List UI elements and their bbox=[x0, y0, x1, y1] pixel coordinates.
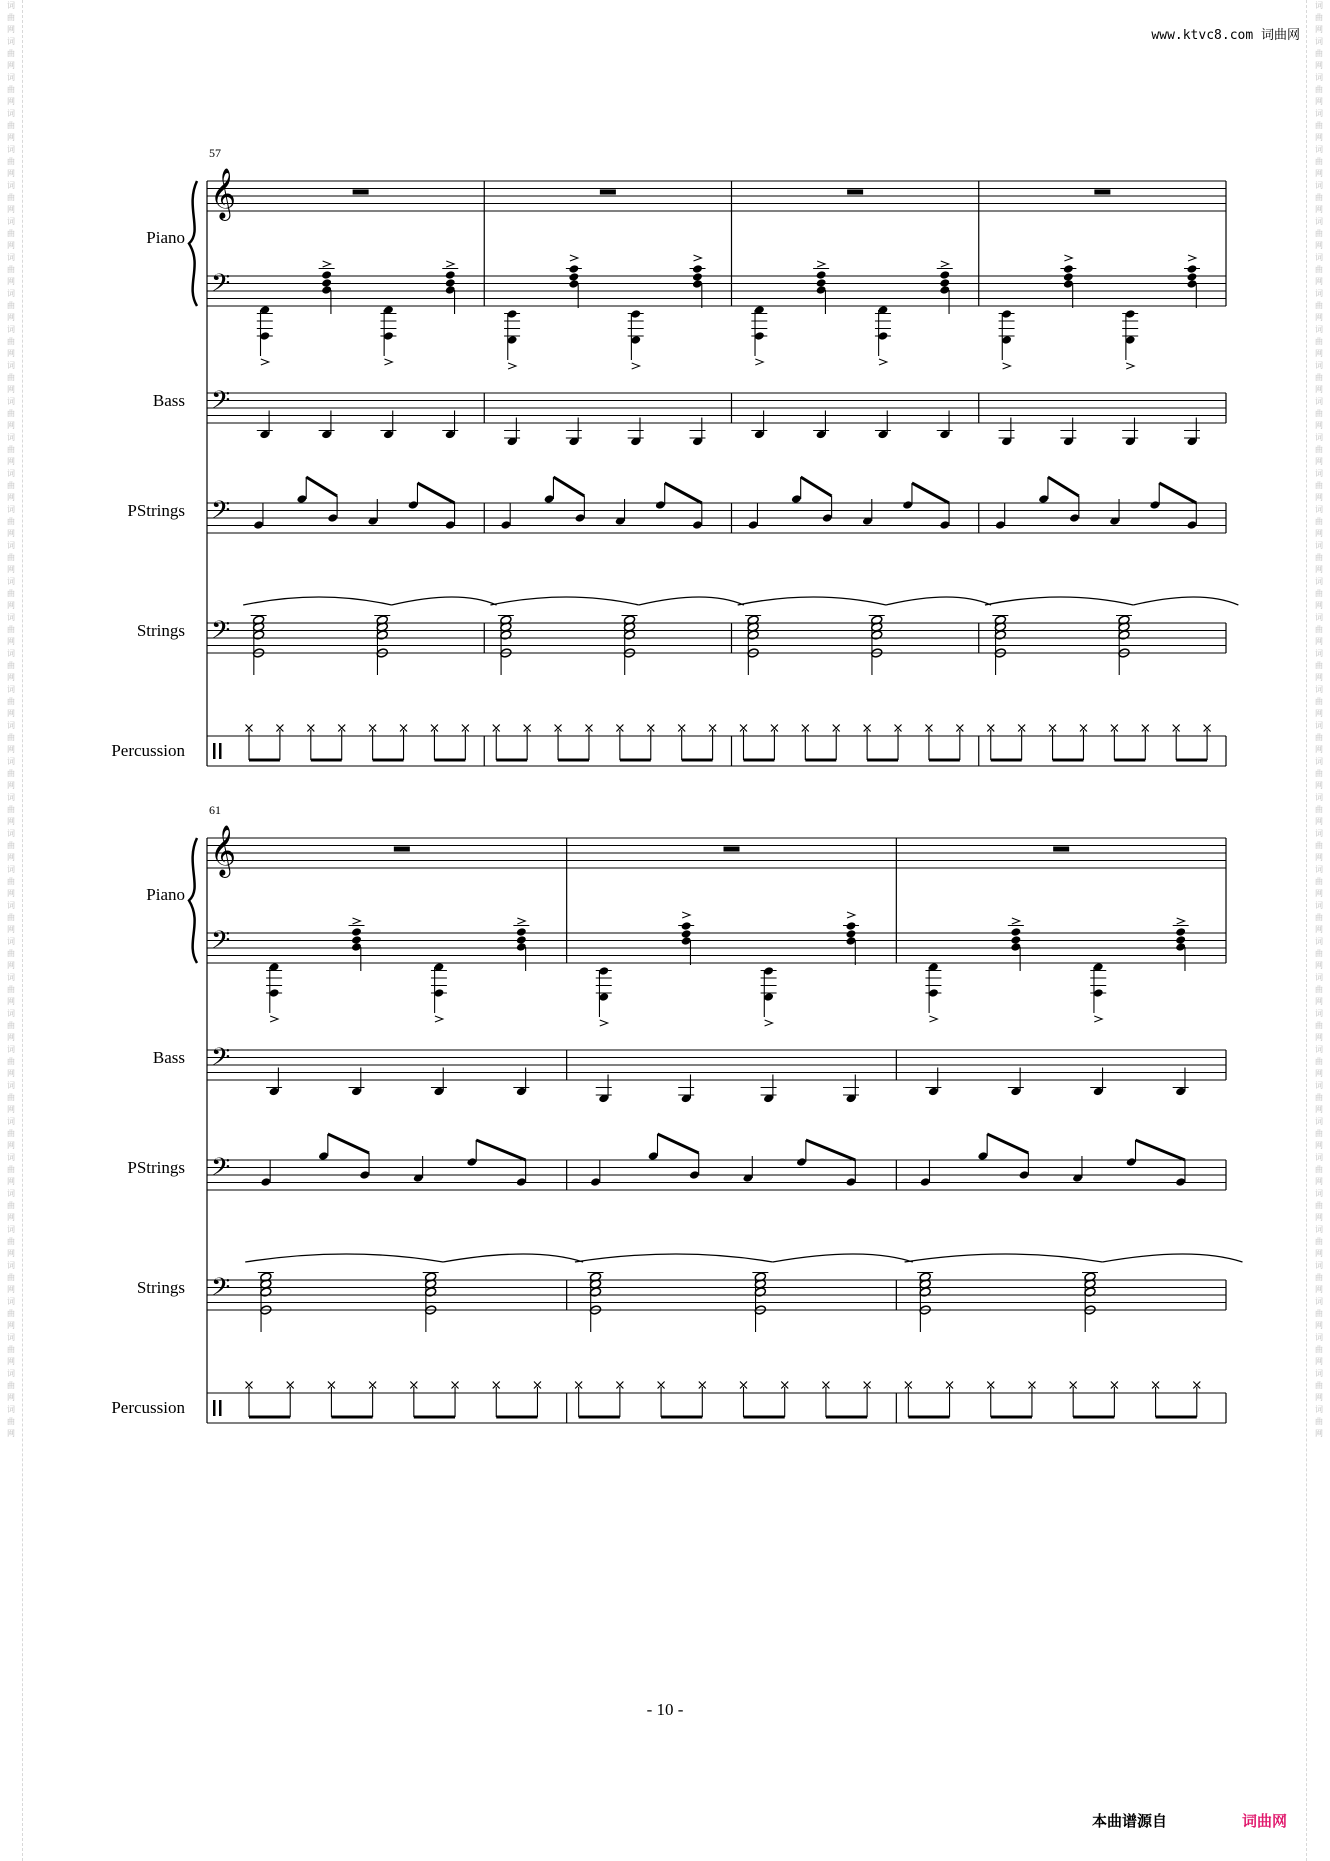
tie-arc bbox=[905, 1254, 1103, 1262]
instrument-label: PStrings bbox=[127, 501, 185, 520]
instrument-label: Percussion bbox=[111, 741, 185, 760]
footer-brand: 词曲网 bbox=[1242, 1812, 1288, 1830]
accent-mark bbox=[446, 261, 454, 267]
measure-number: 61 bbox=[209, 803, 221, 817]
pstrings-staff bbox=[207, 1160, 1226, 1190]
accent-mark bbox=[1003, 363, 1011, 369]
accent-mark bbox=[879, 359, 887, 365]
instrument-label: Percussion bbox=[111, 1398, 185, 1417]
note-head bbox=[445, 270, 456, 280]
note-head bbox=[351, 927, 362, 937]
note-beam bbox=[665, 483, 702, 503]
accent-mark bbox=[682, 912, 690, 918]
percussion-clef-icon bbox=[219, 743, 222, 759]
note-beam bbox=[553, 477, 584, 496]
accent-mark bbox=[384, 359, 392, 365]
note-head bbox=[1010, 927, 1021, 937]
percussion-clef-icon bbox=[219, 1400, 222, 1416]
note-head bbox=[516, 927, 527, 937]
tie-arc bbox=[1102, 1254, 1242, 1262]
whole-rest bbox=[600, 190, 616, 195]
left-watermark-strip: 词曲网词曲网词曲网词曲网词曲网词曲网词曲网词曲网词曲网词曲网词曲网词曲网词曲网词曲网词曲网词曲网词曲网词曲网词曲网词曲网词曲网词曲网词曲网词曲网词曲网词曲网词曲网词曲网词曲网词曲网词曲网词曲网词曲网词曲网词曲网词曲网词曲网词曲网词曲网词曲网 bbox=[7, 1, 15, 1438]
accent-mark bbox=[353, 918, 361, 924]
note-head bbox=[939, 270, 950, 280]
note-head bbox=[1175, 927, 1186, 937]
treble-clef-icon: 𝄞 bbox=[210, 825, 237, 876]
note-head bbox=[1187, 272, 1198, 282]
tie-arc bbox=[639, 597, 744, 605]
measure bbox=[905, 847, 1243, 1418]
note-beam bbox=[658, 1134, 699, 1153]
whole-rest bbox=[847, 190, 863, 195]
accent-mark bbox=[435, 1016, 443, 1022]
note-head bbox=[816, 270, 827, 280]
accent-mark bbox=[694, 255, 702, 261]
note-beam bbox=[328, 1134, 369, 1153]
measure bbox=[490, 190, 743, 761]
page-number: - 10 - bbox=[646, 1700, 684, 1719]
measure-number: 57 bbox=[209, 146, 221, 160]
accent-mark bbox=[1188, 255, 1196, 261]
accent-mark bbox=[508, 363, 516, 369]
note-head bbox=[681, 929, 692, 939]
accent-mark bbox=[517, 918, 525, 924]
right-watermark-strip: 词曲网词曲网词曲网词曲网词曲网词曲网词曲网词曲网词曲网词曲网词曲网词曲网词曲网词曲网词曲网词曲网词曲网词曲网词曲网词曲网词曲网词曲网词曲网词曲网词曲网词曲网词曲网词曲网词曲网词曲网词曲网词曲网词曲网词曲网词曲网词曲网词曲网词曲网词曲网词曲网 bbox=[1315, 1, 1323, 1438]
measure bbox=[575, 847, 913, 1418]
bass-clef-icon: 𝄢 bbox=[211, 1043, 231, 1078]
accent-mark bbox=[941, 261, 949, 267]
accent-mark bbox=[1094, 1016, 1102, 1022]
accent-mark bbox=[600, 1020, 608, 1026]
instrument-label: Bass bbox=[152, 1048, 185, 1067]
whole-rest bbox=[394, 847, 410, 852]
accent-mark bbox=[765, 1020, 773, 1026]
tie-arc bbox=[738, 597, 886, 605]
tie-arc bbox=[575, 1254, 773, 1262]
accent-mark bbox=[847, 912, 855, 918]
bass-clef-icon: 𝄢 bbox=[211, 616, 231, 651]
bass-clef-icon: 𝄢 bbox=[211, 496, 231, 531]
percussion-clef-icon bbox=[213, 1400, 216, 1416]
footer-source-label: 本曲谱源自 bbox=[1092, 1812, 1168, 1830]
note-beam bbox=[1159, 483, 1196, 503]
tie-arc bbox=[1133, 597, 1238, 605]
accent-mark bbox=[632, 363, 640, 369]
tie-arc bbox=[392, 597, 497, 605]
note-head bbox=[568, 272, 579, 282]
bass-clef-icon: 𝄢 bbox=[211, 386, 231, 421]
tie-arc bbox=[490, 597, 638, 605]
note-beam bbox=[476, 1140, 525, 1160]
note-head bbox=[321, 270, 332, 280]
note-beam bbox=[306, 477, 337, 496]
accent-mark bbox=[323, 261, 331, 267]
bass-clef-icon: 𝄢 bbox=[211, 1273, 231, 1308]
whole-rest bbox=[353, 190, 369, 195]
note-beam bbox=[912, 483, 949, 503]
accent-mark bbox=[755, 359, 763, 365]
note-beam bbox=[801, 477, 832, 496]
whole-rest bbox=[1094, 190, 1110, 195]
piano-brace-icon bbox=[189, 181, 197, 306]
note-head bbox=[516, 935, 527, 945]
system-1 bbox=[189, 181, 1238, 766]
instrument-label: PStrings bbox=[127, 1158, 185, 1177]
note-beam bbox=[1136, 1140, 1185, 1160]
tie-arc bbox=[886, 597, 991, 605]
instrument-label: Strings bbox=[136, 621, 185, 640]
note-beam bbox=[987, 1134, 1028, 1153]
accent-mark bbox=[270, 1016, 278, 1022]
accent-mark bbox=[929, 1016, 937, 1022]
measure bbox=[985, 190, 1238, 761]
note-head bbox=[1063, 272, 1074, 282]
percussion-clef-icon bbox=[213, 743, 216, 759]
pstrings-staff bbox=[207, 503, 1226, 533]
accent-mark bbox=[817, 261, 825, 267]
note-head bbox=[1010, 935, 1021, 945]
accent-mark bbox=[1012, 918, 1020, 924]
accent-mark bbox=[1064, 255, 1072, 261]
bass-clef-icon: 𝄢 bbox=[211, 926, 231, 961]
note-beam bbox=[417, 483, 454, 503]
instrument-label: Strings bbox=[136, 1278, 185, 1297]
whole-rest bbox=[724, 847, 740, 852]
bass-staff bbox=[207, 1050, 1226, 1080]
whole-rest bbox=[1053, 847, 1069, 852]
tie-arc bbox=[443, 1254, 583, 1262]
measure bbox=[738, 190, 991, 761]
site-url: www.ktvc8.com 词曲网 bbox=[1151, 28, 1300, 43]
strings-staff bbox=[207, 623, 1226, 653]
treble-clef-icon: 𝄞 bbox=[210, 168, 237, 219]
tie-arc bbox=[245, 1254, 443, 1262]
piano-brace-icon bbox=[189, 838, 197, 963]
note-beam bbox=[1048, 477, 1079, 496]
accent-mark bbox=[1177, 918, 1185, 924]
instrument-label: Piano bbox=[146, 228, 185, 247]
tie-arc bbox=[243, 597, 391, 605]
piano-treble-staff bbox=[207, 838, 1226, 868]
note-head bbox=[846, 929, 857, 939]
measure bbox=[243, 190, 496, 761]
accent-mark bbox=[1126, 363, 1134, 369]
piano-treble-staff bbox=[207, 181, 1226, 211]
instrument-label: Piano bbox=[146, 885, 185, 904]
instrument-label: Bass bbox=[152, 391, 185, 410]
accent-mark bbox=[261, 359, 269, 365]
bass-clef-icon: 𝄢 bbox=[211, 1153, 231, 1188]
measure bbox=[245, 847, 583, 1418]
system-2 bbox=[189, 838, 1242, 1423]
bass-clef-icon: 𝄢 bbox=[211, 269, 231, 304]
tie-arc bbox=[985, 597, 1133, 605]
note-beam bbox=[806, 1140, 855, 1160]
strings-staff bbox=[207, 1280, 1226, 1310]
note-head bbox=[692, 272, 703, 282]
accent-mark bbox=[570, 255, 578, 261]
tie-arc bbox=[773, 1254, 913, 1262]
